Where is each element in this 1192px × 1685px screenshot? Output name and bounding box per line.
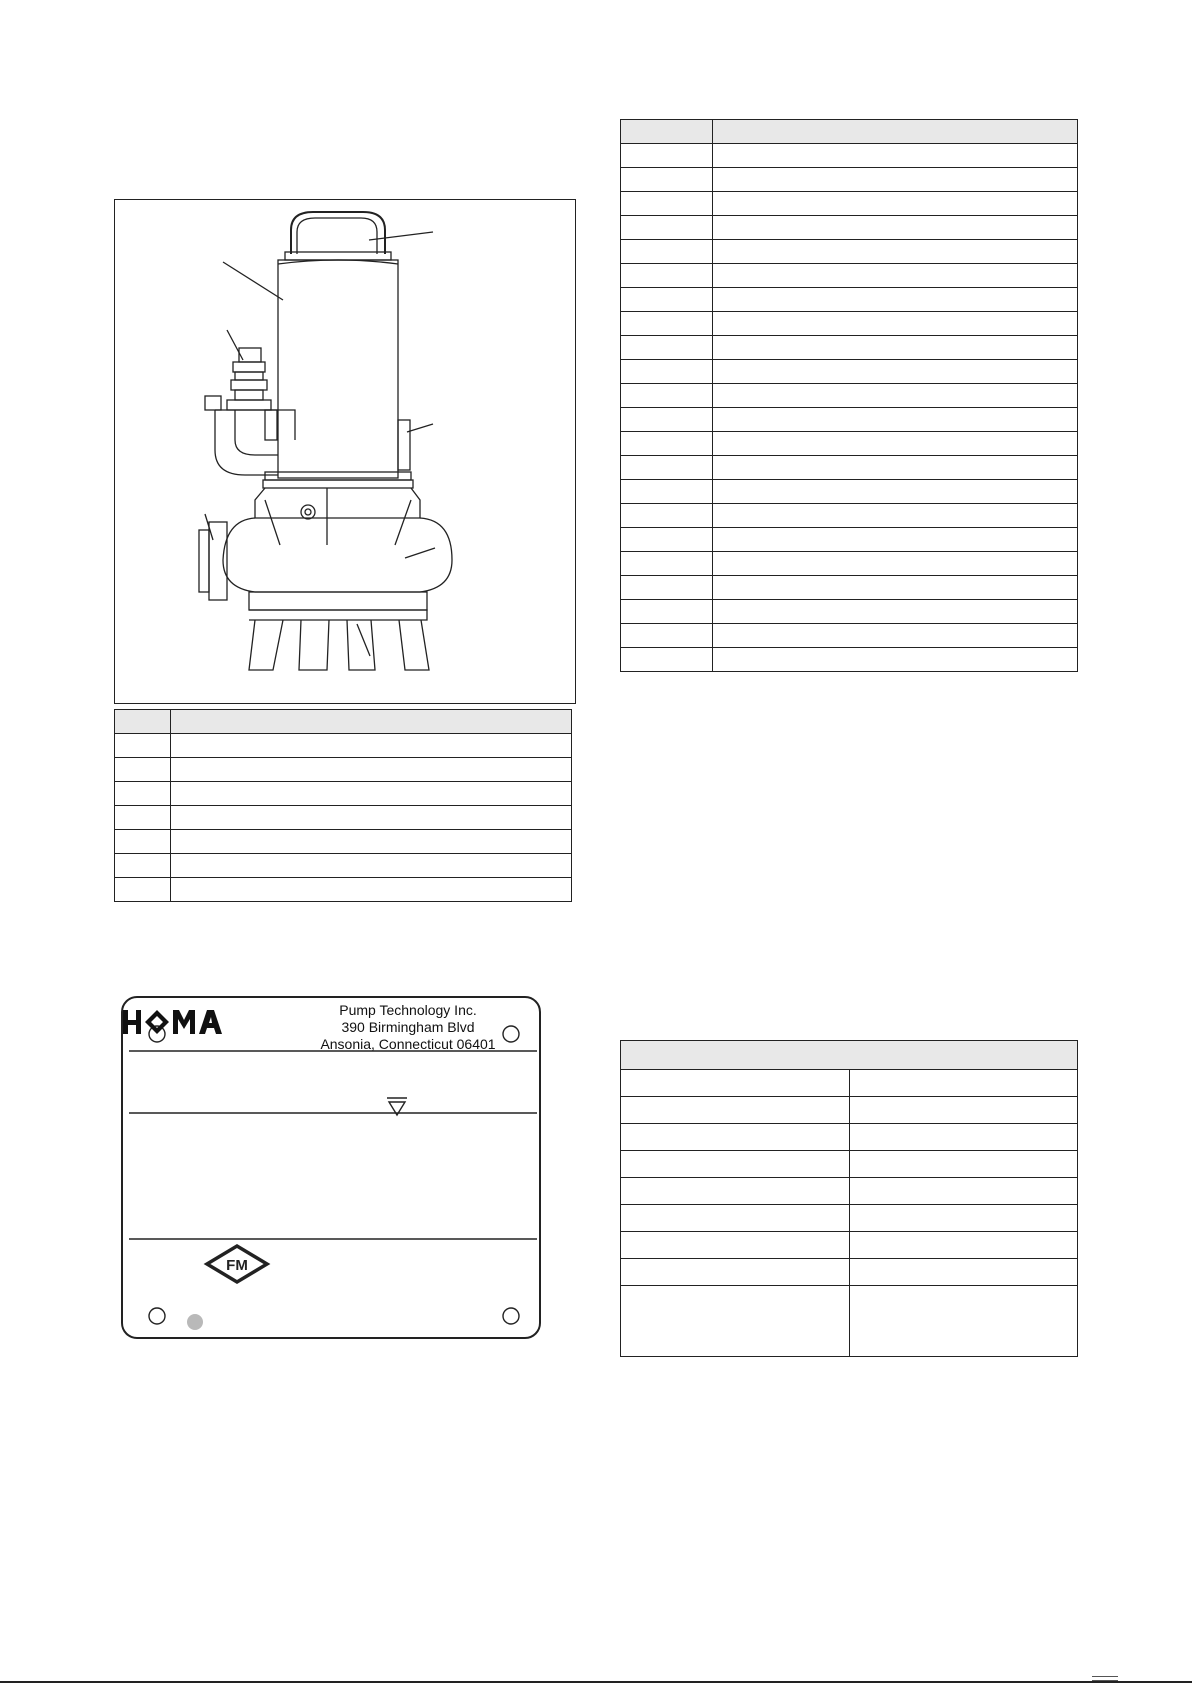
table-row (621, 312, 1078, 336)
table-row (621, 360, 1078, 384)
table-row (621, 528, 1078, 552)
pump-figure (114, 199, 576, 704)
screw-hole-icon (503, 1308, 519, 1324)
table-row (621, 504, 1078, 528)
table-row (621, 216, 1078, 240)
homa-logo (123, 998, 233, 1040)
data-table (620, 1040, 1078, 1357)
table-row (621, 384, 1078, 408)
submersible-pump-drawing (115, 200, 577, 705)
table-row (621, 1151, 1078, 1178)
table-row (115, 830, 572, 854)
table-row (621, 336, 1078, 360)
table-row (621, 1259, 1078, 1286)
table-row (621, 624, 1078, 648)
table-row (115, 878, 572, 902)
table-header-row (621, 1041, 1078, 1070)
screw-hole-icon (149, 1308, 165, 1324)
table-row (621, 432, 1078, 456)
table-row (621, 240, 1078, 264)
page-bottom-rule (0, 1681, 1192, 1683)
parts-table (620, 119, 1078, 672)
table-row (621, 1070, 1078, 1097)
table-row (115, 806, 572, 830)
table-row (621, 192, 1078, 216)
table-header-row (115, 710, 572, 734)
table-row (621, 480, 1078, 504)
fm-text: FM (226, 1257, 248, 1274)
table-row (621, 648, 1078, 672)
table-row (115, 854, 572, 878)
legend-table (114, 709, 572, 902)
table-row (621, 1205, 1078, 1232)
table-row (621, 552, 1078, 576)
table-row (621, 1286, 1078, 1357)
page-mark (1092, 1676, 1118, 1681)
table-row (621, 264, 1078, 288)
table-row (621, 1232, 1078, 1259)
table-row (621, 408, 1078, 432)
nameplate-company: Pump Technology Inc. (339, 1002, 477, 1018)
table-row (115, 758, 572, 782)
table-row (621, 600, 1078, 624)
table-row (115, 734, 572, 758)
table-row (115, 782, 572, 806)
table-row (621, 1097, 1078, 1124)
table-header-row (621, 120, 1078, 144)
table-row (621, 456, 1078, 480)
pump-nameplate (121, 996, 541, 1339)
table-row (621, 144, 1078, 168)
table-row (621, 1124, 1078, 1151)
table-row (621, 168, 1078, 192)
fm-approval-icon (207, 1246, 267, 1282)
table-row (621, 576, 1078, 600)
circle-dot-icon (187, 1314, 203, 1330)
table-row (621, 1178, 1078, 1205)
table-row (621, 288, 1078, 312)
nameplate-address: 390 Birmingham Blvd (341, 1019, 475, 1035)
nameplate-city: Ansonia, Connecticut 06401 (320, 1036, 496, 1052)
